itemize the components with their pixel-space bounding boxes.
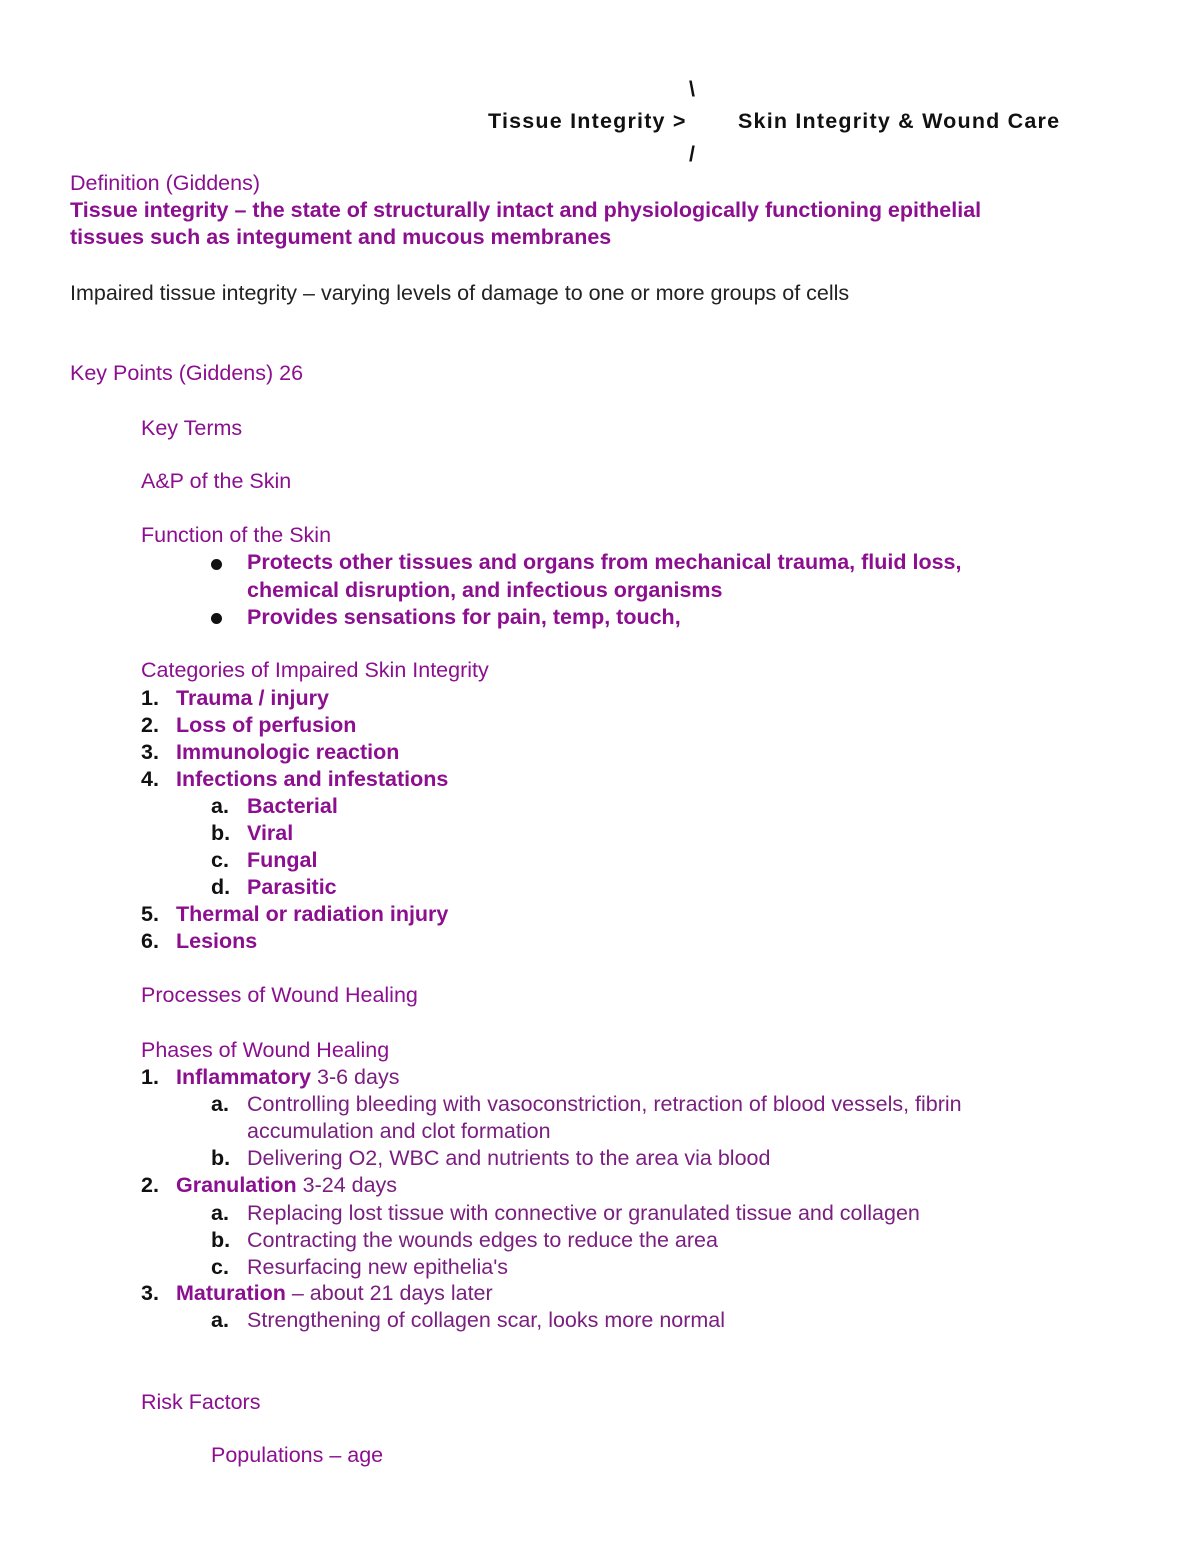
phase-item (176, 1280, 493, 1307)
phase-sub-line: Contracting the wounds edges to reduce the area (247, 1228, 718, 1252)
list-letter: b. (211, 821, 231, 845)
bullet-marker (211, 559, 222, 570)
list-letter: c. (211, 1255, 229, 1279)
phase-sub-line: Delivering O2, WBC and nutrients to the area via blood (247, 1146, 771, 1170)
list-letter: d. (211, 875, 231, 899)
phase-detail: – about 21 days later (285, 1281, 493, 1305)
phases-heading: Phases of Wound Healing (141, 1038, 390, 1062)
definition-line-1: Tissue integrity – the state of structurally intact and physiologically functioning epithelial (70, 198, 982, 222)
key-points-heading: Key Points (Giddens) 26 (70, 361, 304, 385)
list-number: 2. (141, 713, 159, 737)
category-item: Trauma / injury (176, 686, 329, 710)
category-item: Infections and infestations (176, 767, 449, 791)
header-mark-top: \ (689, 77, 697, 101)
phase-detail: 3-6 days (311, 1065, 400, 1089)
definition-line-2: tissues such as integument and mucous membranes (70, 225, 612, 249)
phase-item (176, 1172, 397, 1199)
category-sub-item: Fungal (247, 848, 318, 872)
page-title-left: Tissue Integrity > (488, 109, 687, 133)
function-heading: Function of the Skin (141, 523, 332, 547)
header-mark-bottom: / (689, 142, 697, 166)
phase-item (176, 1064, 399, 1091)
list-letter: a. (211, 1092, 229, 1116)
list-number: 1. (141, 1065, 159, 1089)
phase-sub-line: Strengthening of collagen scar, looks more normal (247, 1308, 726, 1332)
list-number: 5. (141, 902, 159, 926)
processes-heading: Processes of Wound Healing (141, 983, 418, 1007)
phase-detail: 3-24 days (296, 1173, 398, 1197)
definition-heading: Definition (Giddens) (70, 171, 261, 195)
bullet-marker (211, 613, 222, 624)
category-item: Immunologic reaction (176, 740, 400, 764)
function-bullet-1-line-1: Protects other tissues and organs from mechanical trauma, fluid loss, (247, 550, 962, 574)
risk-factors-heading: Risk Factors (141, 1390, 261, 1414)
list-letter: a. (211, 794, 229, 818)
phase-sub-line: Controlling bleeding with vasoconstriction, retraction of blood vessels, fibrin (247, 1092, 962, 1116)
impaired-definition: Impaired tissue integrity – varying levels of damage to one or more groups of cells (70, 281, 850, 305)
category-item: Lesions (176, 929, 258, 953)
category-sub-item: Viral (247, 821, 294, 845)
phase-sub-line: Replacing lost tissue with connective or granulated tissue and collagen (247, 1201, 920, 1225)
phase-sub-line: Resurfacing new epithelia's (247, 1255, 509, 1279)
category-item: Thermal or radiation injury (176, 902, 449, 926)
phase-name: Maturation (176, 1281, 286, 1305)
category-sub-item: Parasitic (247, 875, 337, 899)
populations-heading: Populations – age (211, 1443, 384, 1467)
list-letter: b. (211, 1146, 231, 1170)
category-item: Loss of perfusion (176, 713, 357, 737)
list-number: 3. (141, 740, 159, 764)
phase-name: Inflammatory (176, 1065, 312, 1089)
ap-skin-heading: A&P of the Skin (141, 469, 292, 493)
page-title-right: Skin Integrity & Wound Care (738, 109, 1061, 133)
phase-name: Granulation (176, 1173, 297, 1197)
key-terms-heading: Key Terms (141, 416, 243, 440)
function-bullet-1-line-2: chemical disruption, and infectious organisms (247, 578, 723, 602)
phase-sub-line: accumulation and clot formation (247, 1119, 551, 1143)
list-letter: c. (211, 848, 229, 872)
list-number: 2. (141, 1173, 159, 1197)
list-number: 3. (141, 1281, 159, 1305)
list-number: 6. (141, 929, 159, 953)
category-sub-item: Bacterial (247, 794, 338, 818)
list-number: 4. (141, 767, 159, 791)
categories-heading: Categories of Impaired Skin Integrity (141, 658, 489, 682)
list-letter: a. (211, 1201, 229, 1225)
list-number: 1. (141, 686, 159, 710)
function-bullet-2: Provides sensations for pain, temp, touch, (247, 605, 681, 629)
list-letter: b. (211, 1228, 231, 1252)
list-letter: a. (211, 1308, 229, 1332)
